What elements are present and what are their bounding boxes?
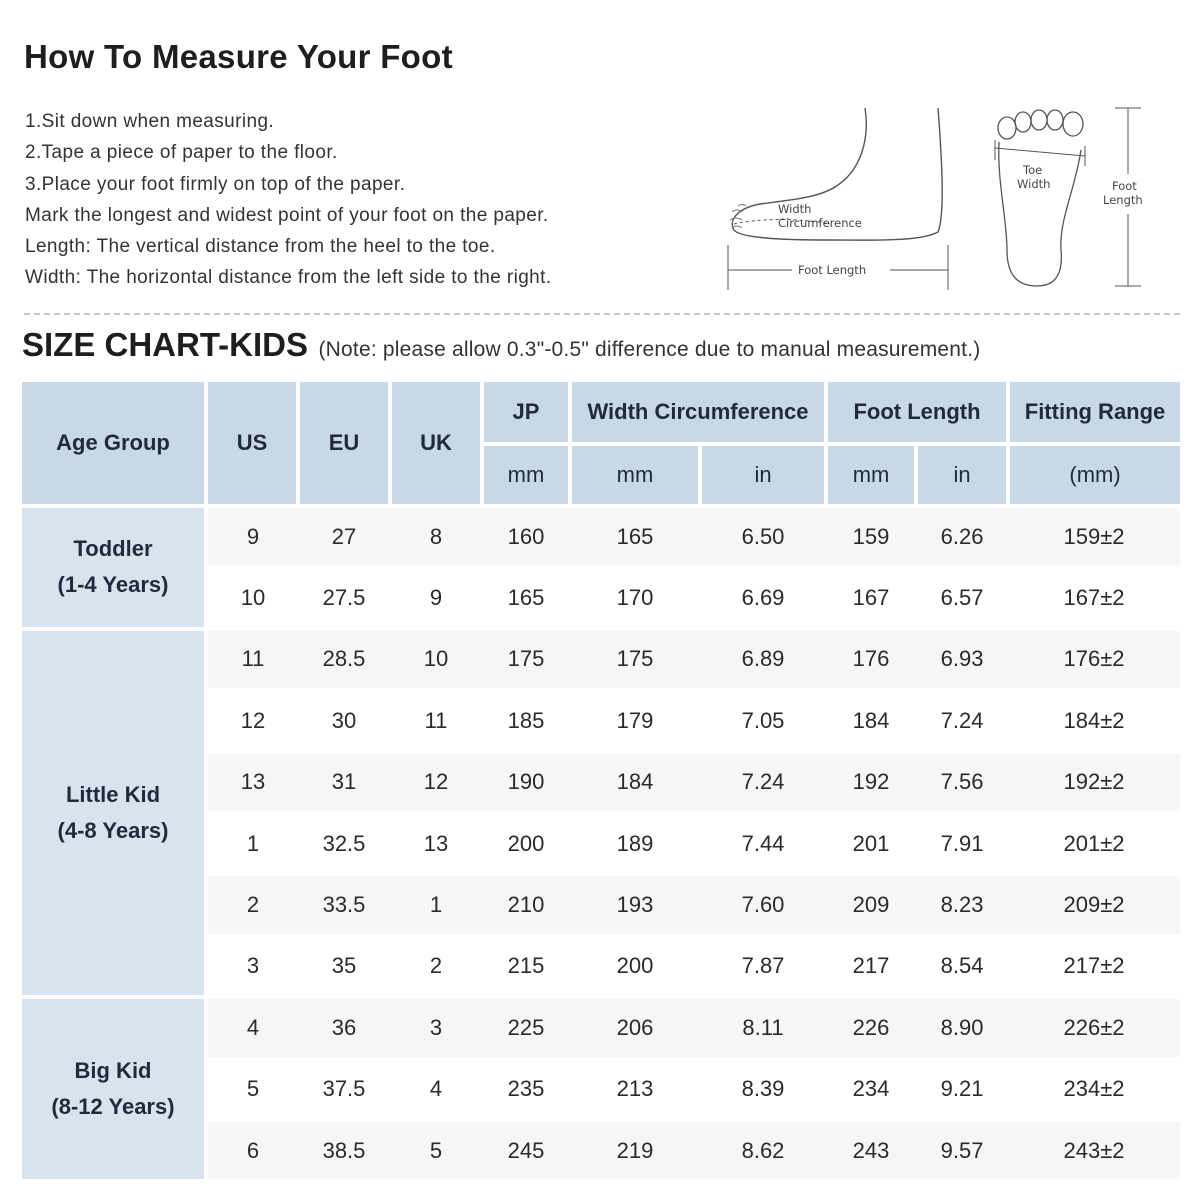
table-cell: 175 — [570, 629, 700, 690]
table-cell: 9.21 — [916, 1059, 1008, 1120]
table-cell: 12 — [390, 752, 482, 813]
table-cell: 35 — [298, 936, 390, 997]
size-chart-title: SIZE CHART-KIDS — [22, 326, 309, 363]
table-row — [22, 997, 1180, 1058]
table-cell: 6.26 — [916, 506, 1008, 567]
age-group-cell — [22, 506, 206, 629]
measure-step: 1.Sit down when measuring. — [25, 111, 275, 132]
table-cell: 176±2 — [1008, 629, 1180, 690]
size-chart-note: (Note: please allow 0.3"-0.5" difference due to manual measurement.) — [318, 338, 981, 361]
header-fitting-range: Fitting Range — [1008, 382, 1180, 444]
table-cell: 170 — [570, 567, 700, 628]
table-cell: 219 — [570, 1120, 700, 1181]
table-cell: 217 — [826, 936, 916, 997]
size-chart-body — [22, 506, 1180, 1181]
table-cell: 7.91 — [916, 813, 1008, 874]
header-eu: EU — [298, 382, 390, 506]
table-cell: 8.39 — [700, 1059, 826, 1120]
toe-width-label-2: Width — [1017, 177, 1051, 191]
table-cell: 159±2 — [1008, 506, 1180, 567]
header-width-circumference: Width Circumference — [570, 382, 826, 444]
table-cell: 185 — [482, 690, 570, 751]
unit-length-mm: mm — [826, 444, 916, 506]
table-cell: 201 — [826, 813, 916, 874]
table-cell: 6.93 — [916, 629, 1008, 690]
table-cell: 7.56 — [916, 752, 1008, 813]
table-cell: 36 — [298, 997, 390, 1058]
age-group-range: (1-4 Years) — [57, 572, 169, 598]
table-cell: 38.5 — [298, 1120, 390, 1181]
table-cell: 6.69 — [700, 567, 826, 628]
table-cell: 192 — [826, 752, 916, 813]
table-cell: 243±2 — [1008, 1120, 1180, 1181]
unit-width-in: in — [700, 444, 826, 506]
table-cell: 37.5 — [298, 1059, 390, 1120]
table-cell: 13 — [206, 752, 298, 813]
header-us: US — [206, 382, 298, 506]
age-group-cell — [22, 997, 206, 1181]
unit-width-mm: mm — [570, 444, 700, 506]
table-cell: 27.5 — [298, 567, 390, 628]
table-cell: 192±2 — [1008, 752, 1180, 813]
measure-title: How To Measure Your Foot — [24, 38, 453, 75]
table-cell: 175 — [482, 629, 570, 690]
table-cell: 30 — [298, 690, 390, 751]
table-cell: 200 — [570, 936, 700, 997]
unit-length-in: in — [916, 444, 1008, 506]
section-divider — [24, 313, 1180, 315]
table-cell: 6.89 — [700, 629, 826, 690]
age-group-range: (4-8 Years) — [57, 817, 169, 843]
measure-step: 2.Tape a piece of paper to the floor. — [25, 142, 338, 164]
table-cell: 184 — [826, 690, 916, 751]
table-cell: 245 — [482, 1120, 570, 1181]
table-cell: 28.5 — [298, 629, 390, 690]
table-cell: 7.05 — [700, 690, 826, 751]
table-cell: 225 — [482, 997, 570, 1058]
header-jp: JP — [482, 382, 570, 444]
table-cell: 2 — [206, 874, 298, 935]
table-cell: 7.24 — [916, 690, 1008, 751]
size-chart-table — [22, 382, 1180, 1183]
table-cell: 167 — [826, 567, 916, 628]
measure-step: Width: The horizontal distance from the left side to the right. — [25, 267, 552, 289]
table-cell: 6 — [206, 1120, 298, 1181]
table-cell: 13 — [390, 813, 482, 874]
table-cell: 210 — [482, 874, 570, 935]
table-row — [22, 629, 1180, 690]
table-cell: 226±2 — [1008, 997, 1180, 1058]
table-cell: 160 — [482, 506, 570, 567]
table-cell: 7.44 — [700, 813, 826, 874]
table-cell: 217±2 — [1008, 936, 1180, 997]
unit-jp-mm: mm — [482, 444, 570, 506]
table-cell: 7.60 — [700, 874, 826, 935]
table-cell: 1 — [206, 813, 298, 874]
table-cell: 201±2 — [1008, 813, 1180, 874]
measure-step: Mark the longest and widest point of your foot on the paper. — [25, 204, 549, 226]
table-cell: 9 — [390, 567, 482, 628]
header-foot-length: Foot Length — [826, 382, 1008, 444]
table-cell: 1 — [390, 874, 482, 935]
header-age-group: Age Group — [22, 382, 206, 506]
table-cell: 3 — [206, 936, 298, 997]
table-cell: 27 — [298, 506, 390, 567]
table-row — [22, 506, 1180, 567]
table-cell: 213 — [570, 1059, 700, 1120]
table-cell: 165 — [482, 567, 570, 628]
table-cell: 8.54 — [916, 936, 1008, 997]
foot-side-diagram — [720, 100, 960, 300]
table-cell: 184 — [570, 752, 700, 813]
table-cell: 200 — [482, 813, 570, 874]
table-cell: 8 — [390, 506, 482, 567]
age-group-name: Little Kid — [65, 781, 161, 807]
age-group-range: (8-12 Years) — [51, 1094, 175, 1120]
age-group-name: Big Kid — [74, 1058, 152, 1084]
table-cell: 165 — [570, 506, 700, 567]
table-cell: 8.90 — [916, 997, 1008, 1058]
table-cell: 7.24 — [700, 752, 826, 813]
foot-length-label: Foot Length — [798, 263, 867, 277]
foot-top-diagram — [985, 100, 1175, 300]
table-cell: 215 — [482, 936, 570, 997]
table-cell: 209 — [826, 874, 916, 935]
foot-length-top-label-2: Length — [1103, 193, 1143, 207]
toe-width-label-1: Toe — [1023, 163, 1043, 177]
table-cell: 6.57 — [916, 567, 1008, 628]
measure-step: 3.Place your foot firmly on top of the paper. — [25, 173, 406, 195]
table-cell: 4 — [390, 1059, 482, 1120]
table-cell: 31 — [298, 752, 390, 813]
table-cell: 167±2 — [1008, 567, 1180, 628]
measure-step: Length: The vertical distance from the heel to the toe. — [25, 236, 496, 258]
header-uk: UK — [390, 382, 482, 506]
table-cell: 5 — [390, 1120, 482, 1181]
table-cell: 176 — [826, 629, 916, 690]
table-cell: 4 — [206, 997, 298, 1058]
table-cell: 8.23 — [916, 874, 1008, 935]
table-cell: 10 — [390, 629, 482, 690]
table-cell: 33.5 — [298, 874, 390, 935]
table-cell: 190 — [482, 752, 570, 813]
table-cell: 209±2 — [1008, 874, 1180, 935]
table-cell: 243 — [826, 1120, 916, 1181]
unit-fitting-mm: (mm) — [1008, 444, 1180, 506]
foot-length-top-label-1: Foot — [1112, 179, 1137, 193]
table-cell: 11 — [206, 629, 298, 690]
table-cell: 8.62 — [700, 1120, 826, 1181]
size-chart-heading — [22, 326, 980, 364]
table-cell: 235 — [482, 1059, 570, 1120]
table-cell: 234±2 — [1008, 1059, 1180, 1120]
table-cell: 9 — [206, 506, 298, 567]
table-cell: 159 — [826, 506, 916, 567]
table-cell: 179 — [570, 690, 700, 751]
age-group-cell — [22, 629, 206, 997]
table-cell: 6.50 — [700, 506, 826, 567]
table-cell: 234 — [826, 1059, 916, 1120]
table-cell: 10 — [206, 567, 298, 628]
table-cell: 3 — [390, 997, 482, 1058]
measure-steps — [25, 106, 552, 294]
table-cell: 12 — [206, 690, 298, 751]
width-circumference-label-1: Width — [778, 202, 812, 216]
table-cell: 206 — [570, 997, 700, 1058]
age-group-name: Toddler — [73, 536, 153, 562]
table-cell: 2 — [390, 936, 482, 997]
table-cell: 5 — [206, 1059, 298, 1120]
table-cell: 184±2 — [1008, 690, 1180, 751]
table-cell: 189 — [570, 813, 700, 874]
table-cell: 9.57 — [916, 1120, 1008, 1181]
table-cell: 11 — [390, 690, 482, 751]
table-cell: 7.87 — [700, 936, 826, 997]
table-cell: 193 — [570, 874, 700, 935]
table-cell: 8.11 — [700, 997, 826, 1058]
table-cell: 226 — [826, 997, 916, 1058]
width-circumference-label-2: Circumference — [778, 216, 862, 230]
table-cell: 32.5 — [298, 813, 390, 874]
